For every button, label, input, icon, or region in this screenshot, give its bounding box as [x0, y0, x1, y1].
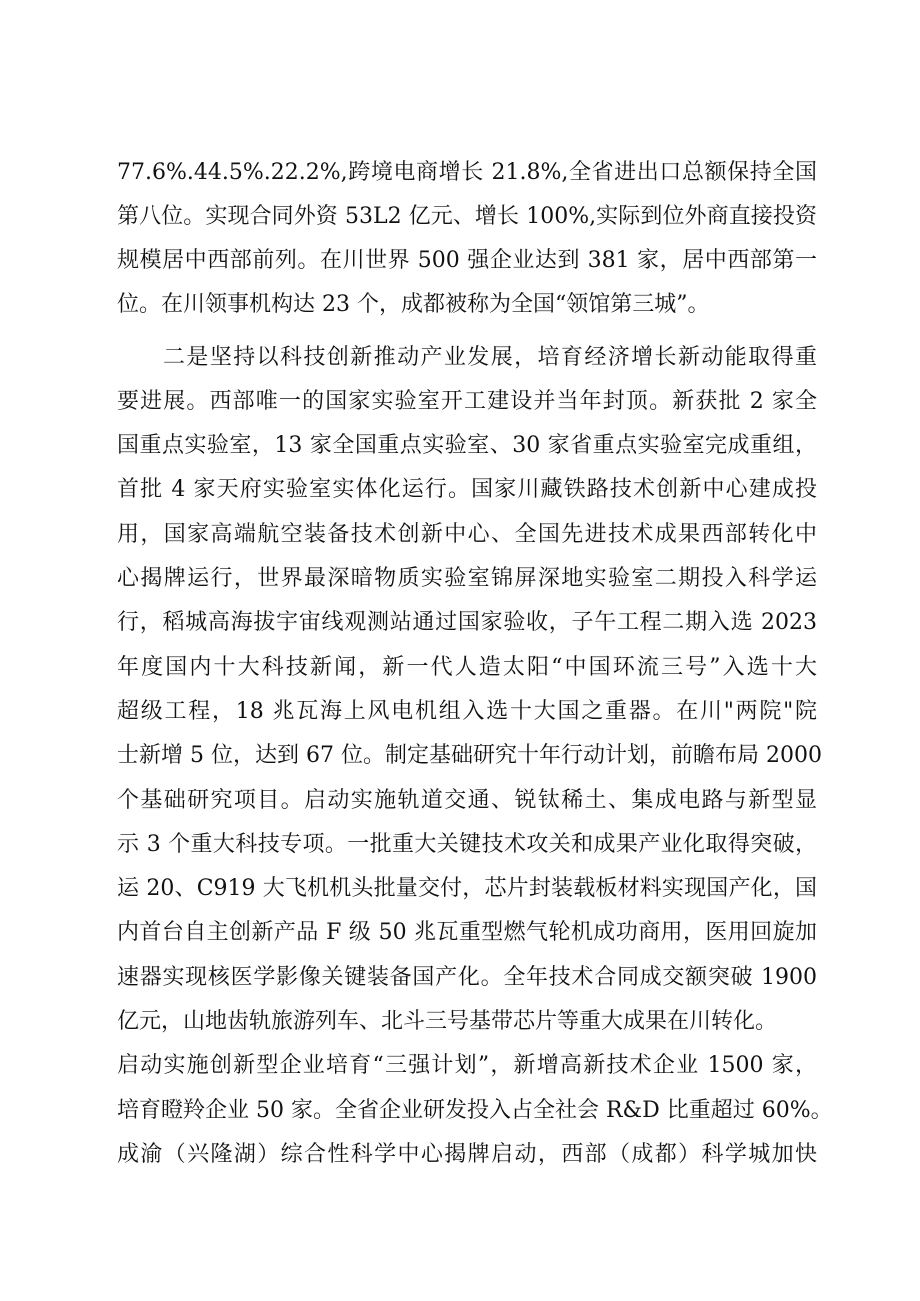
text-line: 要进展。西部唯一的国家实验室开工建设并当年封顶。新获批 2 家全	[117, 389, 817, 414]
text-line: 超级工程，18 兆瓦海上风电机组入选十大国之重器。在川"两院"院	[117, 699, 817, 724]
text-line: 第八位。实现合同外资 53L2 亿元、增长 100%,实际到位外商直接投资	[117, 204, 817, 229]
text-line: 内首台自主创新产品 F 级 50 兆瓦重型燃气轮机成功商用，医用回旋加	[117, 920, 817, 945]
paragraph-first-line: 二是坚持以科技创新推动产业发展，培育经济增长新动能取得重	[163, 345, 817, 370]
text-line: 用，国家高端航空装备技术创新中心、全国先进技术成果西部转化中	[117, 522, 817, 547]
text-line: 心揭牌运行，世界最深暗物质实验室锦屏深地实验室二期投入科学运	[117, 566, 817, 591]
text-line: 首批 4 家天府实验室实体化运行。国家川藏铁路技术创新中心建成投	[117, 477, 817, 502]
text-line: 士新增 5 位，达到 67 位。制定基础研究十年行动计划，前瞻布局 2000	[117, 743, 822, 768]
text-line: 行，稻城高海拔宇宙线观测站通过国家验收，子午工程二期入选 2023	[117, 610, 817, 635]
text-line: 运 20、C919 大飞机机头批量交付，芯片封装载板材料实现国产化，国	[117, 876, 817, 901]
text-line: 个基础研究项目。启动实施轨道交通、锐钛稀土、集成电路与新型显	[117, 788, 817, 813]
text-line: 位。在川领事机构达 23 个，成都被称为全国“领馆第三城”。	[117, 292, 710, 317]
text-line: 年度国内十大科技新闻，新一代人造太阳“中国环流三号”入选十大	[117, 655, 817, 680]
text-line: 规模居中西部前列。在川世界 500 强企业达到 381 家，居中西部第一	[117, 248, 817, 273]
text-line: 77.6%.44.5%.22.2%,跨境电商增长 21.8%,全省进出口总额保持全国	[117, 160, 817, 185]
text-line: 速器实现核医学影像关键装备国产化。全年技术合同成交额突破 1900	[117, 965, 817, 990]
text-line: 成渝（兴隆湖）综合性科学中心揭牌启动，西部（成都）科学城加快	[117, 1142, 817, 1167]
text-line: 启动实施创新型企业培育“三强计划”，新增高新技术企业 1500 家，	[117, 1053, 817, 1078]
text-line: 亿元，山地齿轨旅游列车、北斗三号基带芯片等重大成果在川转化。	[117, 1009, 778, 1034]
text-line: 培育瞪羚企业 50 家。全省企业研发投入占全社会 R&D 比重超过 60%。	[117, 1098, 833, 1123]
text-line: 示 3 个重大科技专项。一批重大关键技术攻关和成果产业化取得突破，	[117, 832, 817, 857]
text-line: 国重点实验室，13 家全国重点实验室、30 家省重点实验室完成重组，	[117, 433, 817, 458]
